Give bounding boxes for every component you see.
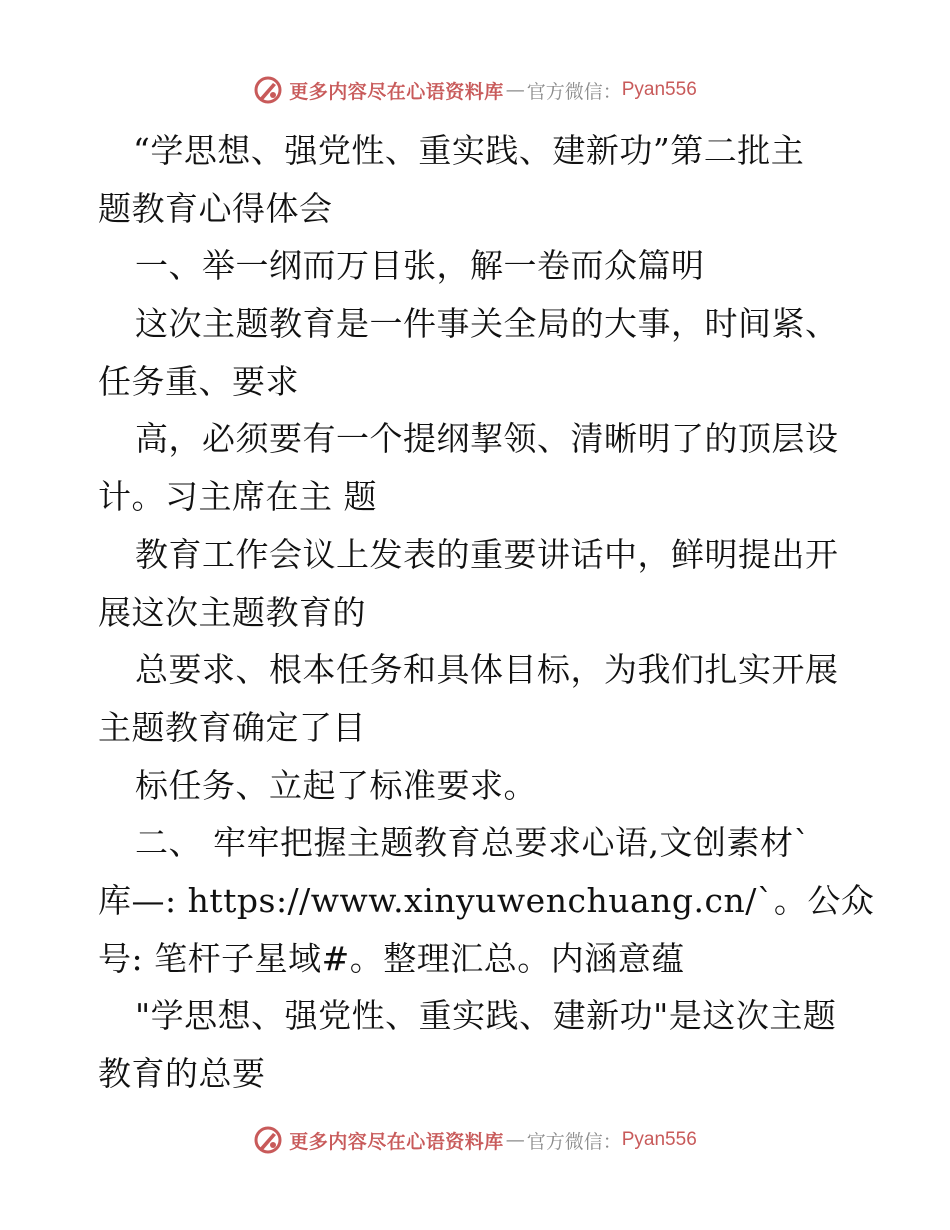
paragraph-line: 标任务、立起了标准要求。 <box>135 765 537 805</box>
paragraph-line: "学思想、强党性、重实践、建新功"是这次主题 <box>135 996 837 1036</box>
paragraph-line: 高，必须要有一个提纲挈领、清晰明了的顶层设 <box>135 419 839 459</box>
footer-watermark <box>0 1120 950 1160</box>
document-body <box>98 122 875 1103</box>
paragraph-line: 主题教育确定了目 <box>98 707 366 747</box>
paragraph-line: 教育工作会议上发表的重要讲话中，鲜明提出开 <box>135 534 839 574</box>
title-line-1: “学思想、强党性、重实践、建新功”第二批主 <box>133 131 805 170</box>
title-line-2: 题教育心得体会 <box>98 188 333 228</box>
paragraph-line: 计。习主席在主 题 <box>98 477 377 517</box>
paragraph-line: 号: 笔杆子星域#。整理汇总。内涵意蕴 <box>98 938 685 978</box>
header-watermark <box>0 70 950 110</box>
watermark-wechat-id: Pyan556 <box>621 1129 697 1150</box>
watermark-sub-text: 官方微信： <box>526 80 622 103</box>
paragraph-line: 教育的总要 <box>98 1054 266 1093</box>
watermark-separator: — <box>505 79 525 101</box>
paragraph-line: 这次主题教育是一件事关全局的大事，时间紧、 <box>135 304 839 344</box>
paragraph-line: 任务重、要求 <box>98 361 299 401</box>
quill-circle-logo-icon <box>253 75 283 105</box>
quill-circle-logo-icon <box>253 1125 283 1155</box>
watermark-main-text: 更多内容尽在心语资料库 <box>289 80 504 103</box>
paragraph-line: 库—: https://www.xinyuwenchuang.cn/`。公众 <box>98 880 875 920</box>
watermark-sub-text: 官方微信： <box>526 1130 622 1153</box>
paragraph-line: 总要求、根本任务和具体目标，为我们扎实开展 <box>135 650 839 690</box>
section-heading-2: 二、 牢牢把握主题教育总要求心语,文创素材` <box>135 823 811 863</box>
watermark-separator: — <box>505 1129 525 1151</box>
watermark-wechat-id: Pyan556 <box>621 79 697 100</box>
watermark-main-text: 更多内容尽在心语资料库 <box>289 1130 504 1153</box>
section-heading-1: 一、举一纲而万目张，解一卷而众篇明 <box>135 246 705 286</box>
paragraph-line: 展这次主题教育的 <box>98 592 366 632</box>
